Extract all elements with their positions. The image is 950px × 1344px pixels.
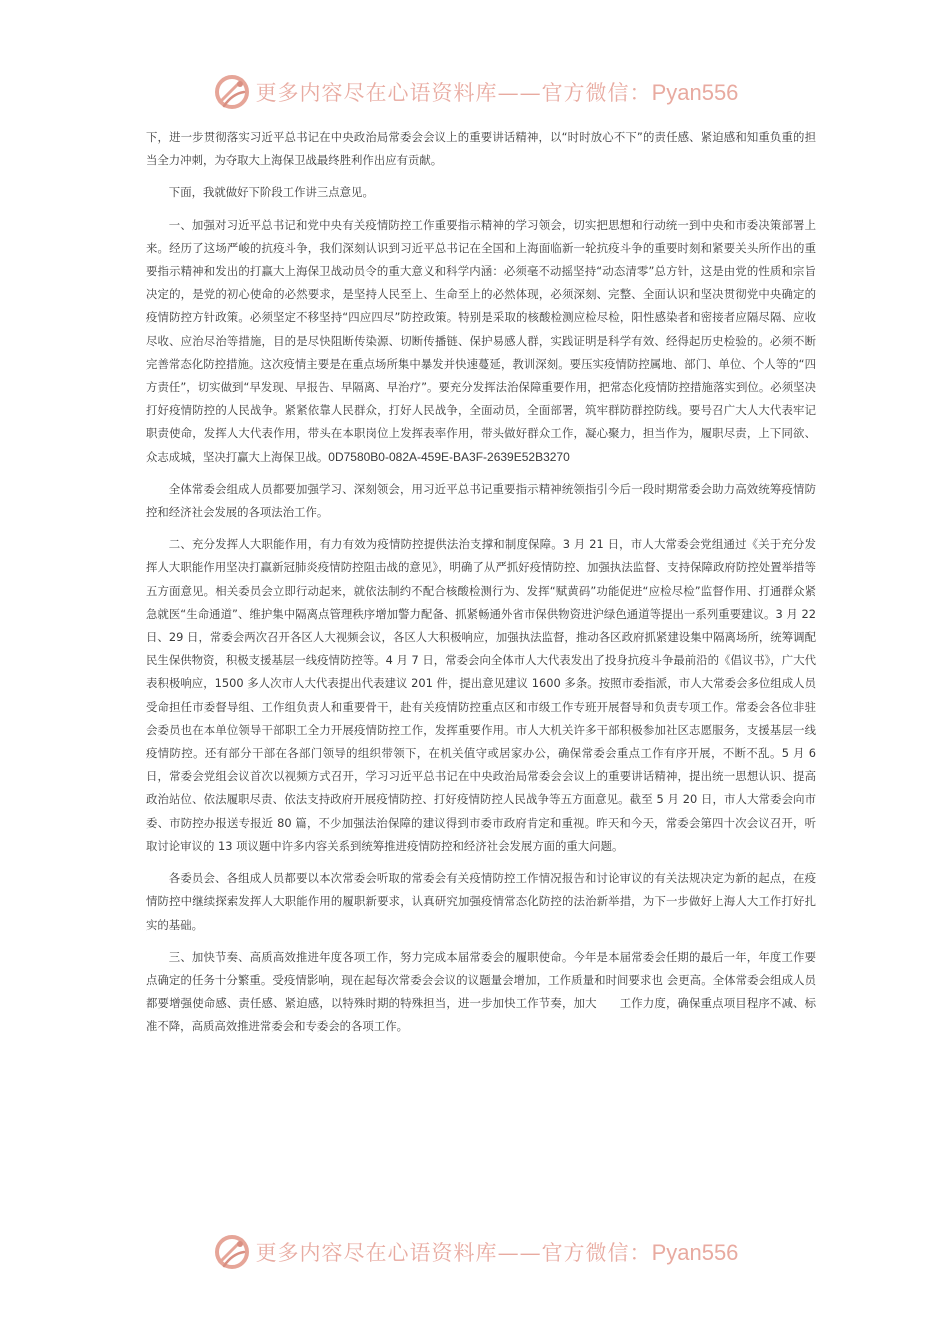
- watermark-main-text: 更多内容尽在心语资料库: [255, 81, 498, 105]
- watermark-wechat-id: Pyan556: [651, 80, 739, 105]
- document-body: [146, 126, 816, 1039]
- brand-logo-icon: [212, 72, 252, 112]
- watermark-dash: ——: [497, 81, 542, 105]
- paragraph-section-one: [146, 214, 816, 469]
- paragraph-section-two: 二、充分发挥人大职能作用，有力有效为疫情防控提供法治支撑和制度保障。3 月 21 日，市人大常委会党组通过《关于充分发挥人大职能作用坚决打赢新冠肺炎疫情防控阻击战的意见》，明确了从严抓好疫情防控、加强执法监督、支持保障政府防控处置举措等五方面意见。相关委员会立即行动起来，就依法制约不配合核酸检测行为、发挥“赋黄码”功能促进“应检尽检”监督作用、打通群众紧急就医“生命通道”、维护集中隔离点管理秩序增加警力配备、抓紧畅通外省市保供物资进沪绿色通道等提出一系列重要建议。3 月 22 日、29 日，常委会两次召开各区人大视频会议，各区人大积极响应，加强执法监督，推动各区政府抓紧建设集中隔离场所，统筹调配民生保供物资，积极支援基层一线疫情防控等。4 月 7 日，常委会向全体市人大代表发出了投身抗疫斗争最前沿的《倡议书》，广大代表积极响应，1500 多人次市人大代表提出代表建议 201 件，提出意见建议 1600 多条。按照市委指派，市人大常委会多位组成人员受命担任市委督导组、工作组负责人和重要骨干，赴有关疫情防控重点区和市级工作专班开展督导和负责专项工作。常委会各位非驻会委员也在本单位领导干部职工全力开展疫情防控工作，发挥重要作用。市人大机关许多干部积极参加社区志愿服务，支援基层一线疫情防控。还有部分干部在各部门领导的组织带领下，在机关值守或居家办公，确保常委会重点工作有序开展，不断不乱。5 月 6 日，常委会党组会议首次以视频方式召开，学习习近平总书记在中央政治局常委会会议上的重要讲话精神，提出统一思想认识、提高政治站位、依法履职尽责、依法支持政府开展疫情防控、打好疫情防控人民战争等五方面意见。截至 5 月 20 日，市人大常委会向市委、市防控办报送专报近 80 篇，不少加强法治保障的建议得到市委市政府肯定和重视。昨天和今天，常委会第四十次会议召开，听取讨论审议的 13 项议题中许多内容关系到统筹推进疫情防控和经济社会发展方面的重大问题。: [146, 537, 816, 853]
- header-watermark-banner: [0, 68, 950, 116]
- watermark-wechat-label: 官方微信：: [541, 81, 652, 105]
- watermark-dash: ——: [497, 1241, 542, 1265]
- watermark-text: [256, 77, 739, 107]
- paragraph-intro: 下面，我就做好下阶段工作讲三点意见。: [168, 185, 374, 200]
- brand-logo-icon: [212, 1232, 252, 1272]
- paragraph-section-one-summary: 全体常委会组成人员都要加强学习、深刻领会，用习近平总书记重要指示精神统领指引今后一段时期常委会助力高效统筹疫情防控和经济社会发展的各项法治工作。: [146, 481, 816, 520]
- paragraph-continuation: 下，进一步贯彻落实习近平总书记在中央政治局常委会会议上的重要讲话精神，以“时时放心不下”的责任感、紧迫感和知重负重的担当全力冲刺，为夺取大上海保卫战最终胜利作出应有贡献。: [146, 130, 816, 168]
- watermark-main-text: 更多内容尽在心语资料库: [255, 1241, 498, 1265]
- paragraph-section-three: 三、加快节奏、高质高效推进年度各项工作，努力完成本届常委会的履职使命。今年是本届常委会任期的最后一年，年度工作要点确定的任务十分繁重。受疫情影响，现在起每次常委会会议的议题量会增加，工作质量和时间要求也 会更高。全体常委会组成人员都要增强使命感、责任感、紧迫感，以特殊时期的特殊担当，进一步加快工作节奏，加大 工作力度，确保重点项目程序不减、标准不降，高质高效推进常委会和专委会的各项工作。: [146, 949, 816, 1034]
- watermark-wechat-id: Pyan556: [651, 1240, 739, 1265]
- paragraph-section-two-summary: 各委员会、各组成人员都要以本次常委会听取的常委会有关疫情防控工作情况报告和讨论审议的有关法规决定为新的起点，在疫情防控中继续探索发挥人大职能作用的履职新要求，认真研究加强疫情常态化防控的法治新举措，为下一步做好上海人大工作打好扎实的基础。: [146, 871, 816, 932]
- document-id-code: 0D7580B0-082A-459E-BA3F-2639E52B3270: [328, 449, 570, 464]
- watermark-text: [256, 1237, 739, 1267]
- watermark-wechat-label: 官方微信：: [541, 1241, 652, 1265]
- footer-watermark-banner: [0, 1228, 950, 1276]
- section-one-text: 一、加强对习近平总书记和党中央有关疫情防控工作重要指示精神的学习领会，切实把思想和行动统一到中央和市委决策部署上来。经历了这场严峻的抗疫斗争，我们深刻认识到习近平总书记在全国和上海面临新一轮抗疫斗争的重要时刻和紧要关头所作出的重要指示精神和发出的打赢大上海保卫战动员令的重大意义和科学内涵：必须毫不动摇坚持“动态清零”总方针，这是由党的性质和宗旨决定的，是党的初心使命的必然要求，是坚持人民至上、生命至上的必然体现，必须深刻、完整、全面认识和坚决贯彻党中央确定的疫情防控方针政策。必须坚定不移坚持“四应四尽”防控政策。特别是采取的核酸检测应检尽检，阳性感染者和密接者应隔尽隔、应收尽收、应治尽治等措施，目的是尽快阻断传染源、切断传播链、保护易感人群，实践证明是科学有效、经得起历史检验的。必须不断完善常态化防控措施。这次疫情主要是在重点场所集中暴发并快速蔓延，教训深刻。要压实疫情防控属地、部门、单位、个人等的“四方责任”，切实做到“早发现、早报告、早隔离、早治疗”。要充分发挥法治保障重要作用，把常态化疫情防控措施落实到位。必须坚决打好疫情防控的人民战争。紧紧依靠人民群众，打好人民战争，全面动员，全面部署，筑牢群防群控防线。要号召广大人大代表牢记职责使命，发挥人大代表作用，带头在本职岗位上发挥表率作用，带头做好群众工作，凝心聚力，担当作为，履职尽责，上下同欲、众志成城，坚决打赢大上海保卫战。: [146, 217, 816, 464]
